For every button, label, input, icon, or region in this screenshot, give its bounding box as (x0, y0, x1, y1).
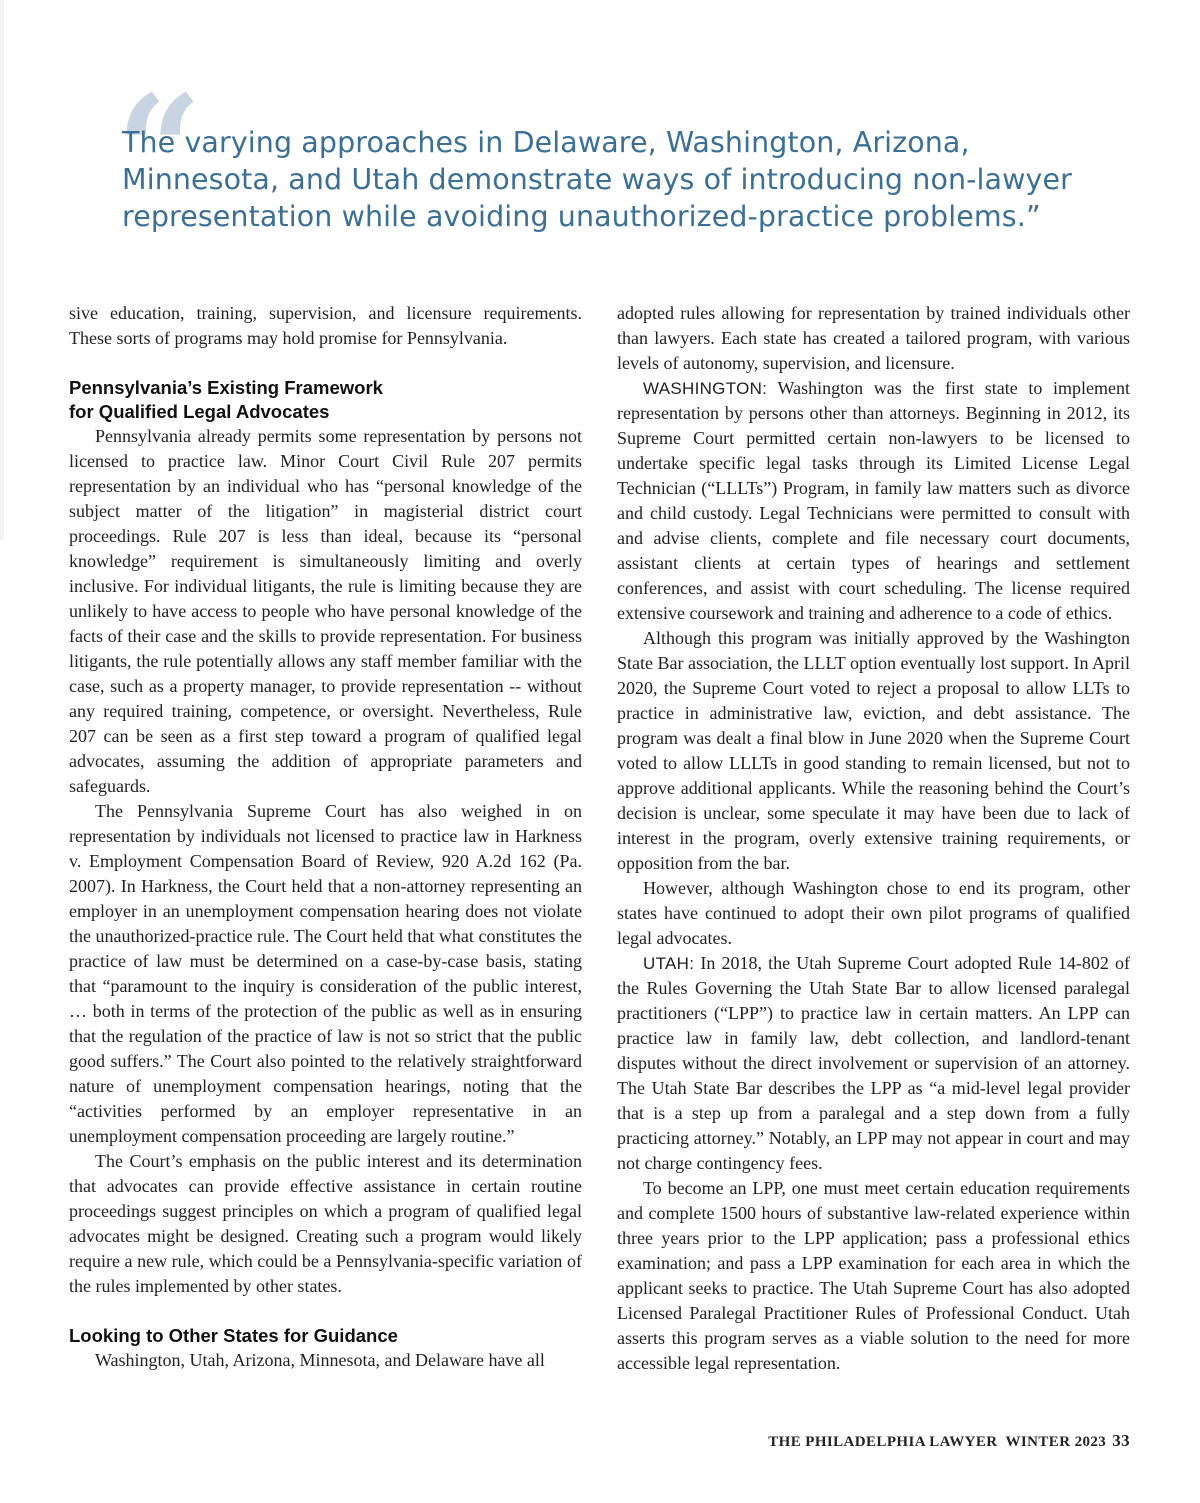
section-heading (69, 376, 582, 424)
pull-quote (116, 63, 1132, 239)
paragraph: The Court’s emphasis on the public interest and its determination that advocates can provide effective assistance in certain routine proceedings suggest principles on which a program of qualified legal advocates might be designed. Creating such a program would likely require a new rule, which could be a Pennsylvania-specific variation of the rules implemented by other states. (69, 1151, 582, 1296)
page-number: 33 (1112, 1431, 1130, 1450)
state-label-washington: WASHINGTON: (643, 379, 768, 398)
paragraph: adopted rules allowing for representation by trained individuals other than lawyers. Each state has created a tailored program, with various levels of autonomy, supervision, and licensure. (617, 303, 1130, 373)
pull-quote-text: The varying approaches in Delaware, Washington, Arizona, Minnesota, and Utah demonstrate ways of introducing non-lawyer representation while avoiding unauthorized-practice problems.” (122, 126, 1072, 233)
state-label-utah: UTAH: (643, 954, 695, 973)
paragraph: Although this program was initially approved by the Washington State Bar association, the LLLT option eventually lost support. In April 2020, the Supreme Court voted to reject a proposal to allow LLTs to practice in administrative law, eviction, and debt assistance. The program was dealt a final blow in June 2020 when the Supreme Court voted to allow LLLTs in good standing to remain licensed, but not to approve additional applicants. While the reasoning behind the Court’s decision is unclear, some speculate it may have been due to lack of interest in the program, overly extensive training requirements, or opposition from the bar. (617, 628, 1130, 873)
paragraph: The Pennsylvania Supreme Court has also weighed in on representation by individuals not licensed to practice law in Harkness v. Employment Compensation Board of Review, 920 A.2d 162 (Pa. 2007). In Harkness, the Court held that a non-attorney representing an employer in an unemployment compensation hearing does not violate the unauthorized-practice rule. The Court held that what constitutes the practice of law must be determined on a case-by-case basis, stating that “paramount to the inquiry is consideration of the public interest, … both in terms of the protection of the public as well as in ensuring that the regulation of the practice of law is not so strict that the public good suffers.” The Court also pointed to the relatively straightforward nature of unemployment compensation hearings, noting that the “activities performed by an employer representative in an unemployment compensation proceeding are largely routine.” (69, 801, 582, 1146)
heading-line: for Qualified Legal Advocates (69, 401, 330, 422)
left-column (69, 301, 582, 1373)
paragraph (617, 951, 1130, 1176)
right-column (617, 301, 1130, 1376)
paragraph: To become an LPP, one must meet certain education requirements and complete 1500 hours of substantive law-related experience within three years prior to the LPP application; pass a professional ethics examination; and pass a LPP examination for each area in which the applicant seeks to practice. The Utah Supreme Court has also adopted Licensed Paralegal Practitioner Rules of Professional Conduct. Utah asserts this program serves as a viable solution to the need for more accessible legal representation. (617, 1178, 1130, 1373)
section-heading: Looking to Other States for Guidance (69, 1325, 398, 1346)
page-edge-shadow (0, 0, 4, 540)
paragraph (617, 376, 1130, 626)
heading-line: Pennsylvania’s Existing Framework (69, 377, 383, 398)
paragraph: Pennsylvania already permits some representation by persons not licensed to practice law. Minor Court Civil Rule 207 permits representation by an individual who has “personal knowledge of the subject matter of the litigation” in magisterial district court proceedings. Rule 207 is less than ideal, because its “personal knowledge” requirement is simultaneously limiting and overly inclusive. For individual litigants, the rule is limiting because they are unlikely to have access to people who have personal knowledge of the facts of their case and the skills to provide representation. For business litigants, the rule potentially allows any staff member familiar with the case, such as a property manager, to provide representation -- without any required training, competence, or oversight. Nevertheless, Rule 207 can be seen as a first step toward a program of qualified legal advocates, assuming the addition of appropriate parameters and safeguards. (69, 426, 582, 796)
paragraph: Washington, Utah, Arizona, Minnesota, and Delaware have all (95, 1350, 545, 1370)
paragraph: sive education, training, supervision, and licensure requirements. These sorts of programs may hold promise for Pennsylvania. (69, 303, 582, 348)
paragraph: However, although Washington chose to end its program, other states have continued to adopt their own pilot programs of qualified legal advocates. (617, 878, 1130, 948)
quote-mark-icon: “ (116, 63, 203, 239)
paragraph-body: In 2018, the Utah Supreme Court adopted Rule 14-802 of the Rules Governing the Utah State Bar to allow licensed paralegal practitioners (“LPP”) to practice law in certain matters. An LPP can practice law in family law, debt collection, and landlord-tenant disputes without the direct involvement or supervision of an attorney. The Utah State Bar describes the LPP as “a mid-level legal provider that is a step up from a paralegal and a step down from a fully practicing attorney.” Notably, an LPP may not appear in court and may not charge contingency fees. (617, 953, 1130, 1173)
paragraph-body: Washington was the first state to implement representation by persons other than attorneys. Beginning in 2012, its Supreme Court permitted certain non-lawyers to be licensed to undertake specific legal tasks through its Limited License Legal Technician (“LLLTs”) Program, in family law matters such as divorce and child custody. Legal Technicians were permitted to consult with and advise clients, complete and file necessary court documents, assistant clients at certain types of hearings and settlement conferences, and assist with court scheduling. The license required extensive coursework and training and adherence to a code of ethics. (617, 378, 1130, 623)
publication-name: THE PHILADELPHIA LAWYER WINTER 2023 (768, 1434, 1107, 1450)
page-footer (768, 1431, 1130, 1451)
